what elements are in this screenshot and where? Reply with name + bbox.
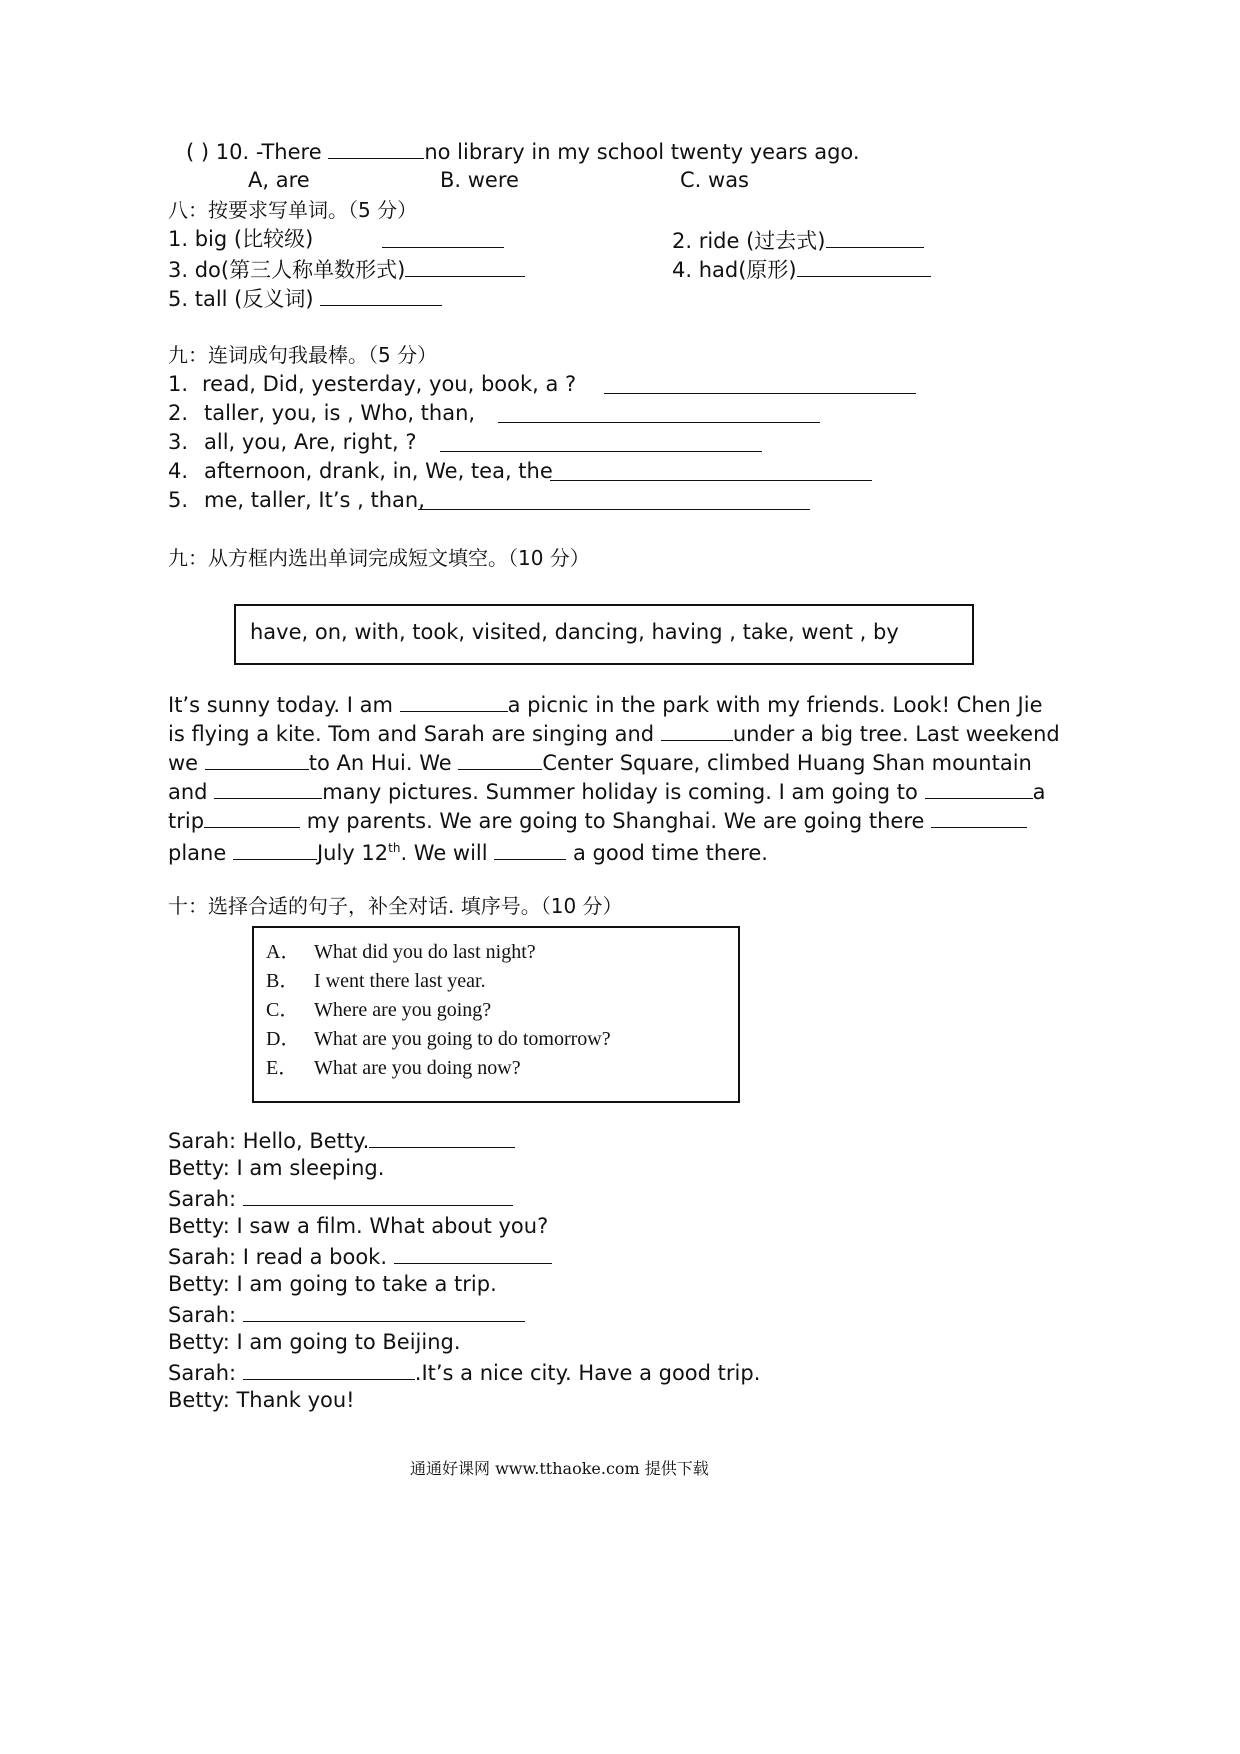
- passage-blank-6[interactable]: [925, 776, 1033, 799]
- option-text: What are you doing now?: [314, 1057, 521, 1079]
- option-letter: D．: [266, 1028, 301, 1050]
- q10-option-b: B. were: [440, 168, 519, 192]
- sec8-blank-5[interactable]: [320, 283, 442, 306]
- option-e: [266, 1054, 521, 1082]
- passage-line-2: [168, 718, 1060, 748]
- item-label: 5. tall (反义词): [168, 287, 314, 311]
- passage-line-4: [168, 776, 1045, 806]
- passage-blank-3[interactable]: [205, 747, 309, 770]
- passage-blank-1[interactable]: [400, 689, 508, 712]
- dialogue-text: Sarah:: [168, 1361, 237, 1385]
- dialogue-blank-4[interactable]: [243, 1299, 525, 1322]
- dialogue-line-4: Betty: I saw a film. What about you?: [168, 1214, 549, 1238]
- sec9a-item-num-1: 1.: [168, 372, 189, 396]
- option-b: [266, 967, 486, 995]
- passage-text: a good time there.: [572, 841, 768, 865]
- passage-line-5: [168, 805, 1027, 835]
- option-text: Where are you going?: [314, 999, 492, 1021]
- sec9a-item-text-2: taller, you, is , Who, than,: [204, 401, 476, 425]
- option-text: What are you going to do tomorrow?: [314, 1028, 611, 1050]
- dialogue-text: Sarah:: [168, 1187, 237, 1211]
- sec8-item-2: [672, 225, 924, 255]
- sec9a-answer-line-3[interactable]: [440, 429, 762, 452]
- dialogue-line-6: Betty: I am going to take a trip.: [168, 1272, 497, 1296]
- item-label: 4. had(原形): [672, 258, 797, 282]
- option-text: What did you do last night?: [314, 941, 536, 963]
- sec8-item-4: [672, 254, 931, 284]
- dialogue-text: Sarah: I read a book.: [168, 1245, 388, 1269]
- passage-text: a: [1032, 780, 1046, 804]
- passage-line-6: [168, 834, 768, 867]
- dialogue-line-9: [168, 1357, 760, 1387]
- option-d: [266, 1025, 611, 1053]
- passage-text: a picnic in the park with my friends. Look! Chen Jie: [507, 693, 1043, 717]
- passage-text: Center Square, climbed Huang Shan mountain: [542, 751, 1032, 775]
- sec9a-item-num-2: 2.: [168, 401, 189, 425]
- options-box: [252, 926, 740, 1103]
- section-8-title: 八：按要求写单词。（5 分）: [168, 198, 418, 222]
- option-letter: A．: [266, 941, 301, 963]
- page-footer: 通通好课网 www.tthaoke.com 提供下载: [410, 1459, 709, 1478]
- passage-text: . We will: [400, 841, 488, 865]
- dialogue-text: Sarah:: [168, 1303, 237, 1327]
- passage-line-1: [168, 689, 1043, 719]
- section-9a-title: 九：连词成句我最棒。（5 分）: [168, 343, 438, 367]
- sec8-blank-4[interactable]: [797, 254, 931, 277]
- sec8-blank-3[interactable]: [405, 254, 525, 277]
- sec9a-item-text-5: me, taller, It’s , than,: [204, 488, 425, 512]
- q10-line: [186, 136, 860, 166]
- passage-blank-4[interactable]: [458, 747, 542, 770]
- passage-text: July 12: [316, 841, 389, 865]
- sec8-item-1: [168, 225, 313, 253]
- dialogue-line-1: [168, 1125, 515, 1155]
- passage-text: we: [168, 751, 199, 775]
- passage-text: many pictures. Summer holiday is coming. I am going to: [322, 780, 918, 804]
- dialogue-text: Sarah: Hello, Betty.: [168, 1129, 370, 1153]
- sec9a-item-num-4: 4.: [168, 459, 189, 483]
- sec9a-item-text-4: afternoon, drank, in, We, tea, the: [204, 459, 553, 483]
- sec9a-answer-line-5[interactable]: [418, 487, 810, 510]
- sec8-blank-1[interactable]: [382, 225, 504, 248]
- q10-suffix: no library in my school twenty years ago.: [424, 140, 860, 164]
- dialogue-blank-1[interactable]: [369, 1125, 515, 1148]
- passage-text: plane: [168, 841, 227, 865]
- sec8-item-5: [168, 283, 442, 313]
- option-letter: B．: [266, 970, 300, 992]
- dialogue-line-7: [168, 1299, 525, 1329]
- section-10-title: 十：选择合适的句子，补全对话. 填序号。（10 分）: [168, 894, 623, 918]
- word-box: [234, 604, 974, 665]
- q10-option-c: C. was: [680, 168, 749, 192]
- dialogue-line-8: Betty: I am going to Beijing.: [168, 1330, 461, 1354]
- sec8-blank-2[interactable]: [826, 225, 924, 248]
- passage-blank-9[interactable]: [233, 837, 317, 860]
- passage-blank-8[interactable]: [931, 805, 1027, 828]
- item-label: 1. big (比较级): [168, 227, 314, 251]
- q10-prefix: 10. -There: [215, 140, 322, 164]
- passage-text: and: [168, 780, 208, 804]
- section-9b-title: 九：从方框内选出单词完成短文填空。（10 分）: [168, 546, 590, 570]
- option-letter: E．: [266, 1057, 299, 1079]
- option-a: [266, 938, 536, 966]
- passage-text: It’s sunny today. I am: [168, 693, 393, 717]
- sec9a-item-num-5: 5.: [168, 488, 189, 512]
- passage-line-3: [168, 747, 1032, 777]
- q10-option-a: A, are: [248, 168, 310, 192]
- sec9a-item-text-1: read, Did, yesterday, you, book, a ?: [202, 372, 577, 396]
- q10-blank[interactable]: [328, 136, 424, 159]
- sec9a-answer-line-1[interactable]: [604, 371, 916, 394]
- dialogue-blank-5[interactable]: [243, 1357, 415, 1380]
- sec9a-answer-line-2[interactable]: [498, 400, 820, 423]
- sec8-item-3: [168, 254, 525, 284]
- item-label: 2. ride (过去式): [672, 229, 826, 253]
- dialogue-line-5: [168, 1241, 552, 1271]
- ordinal-suffix: th: [388, 841, 401, 855]
- passage-blank-5[interactable]: [214, 776, 322, 799]
- passage-text: my parents. We are going to Shanghai. We are going there: [306, 809, 925, 833]
- dialogue-line-2: Betty: I am sleeping.: [168, 1156, 385, 1180]
- passage-blank-2[interactable]: [661, 718, 733, 741]
- passage-blank-7[interactable]: [204, 805, 300, 828]
- sec9a-answer-line-4[interactable]: [550, 458, 872, 481]
- dialogue-text: .It’s a nice city. Have a good trip.: [414, 1361, 761, 1385]
- option-c: [266, 996, 491, 1024]
- dialogue-blank-2[interactable]: [243, 1183, 513, 1206]
- answer-paren: ( ): [186, 140, 210, 164]
- passage-text: is flying a kite. Tom and Sarah are singing and: [168, 722, 655, 746]
- item-label: 3. do(第三人称单数形式): [168, 258, 406, 282]
- word-box-words: have, on, with, took, visited, dancing, having , take, went , by: [250, 620, 899, 644]
- dialogue-line-10: Betty: Thank you!: [168, 1388, 355, 1412]
- sec9a-item-text-3: all, you, Are, right, ?: [204, 430, 417, 454]
- dialogue-blank-3[interactable]: [394, 1241, 552, 1264]
- passage-text: under a big tree. Last weekend: [732, 722, 1060, 746]
- option-letter: C．: [266, 999, 300, 1021]
- sec9a-item-num-3: 3.: [168, 430, 189, 454]
- passage-text: to An Hui. We: [308, 751, 452, 775]
- passage-text: trip: [168, 809, 205, 833]
- passage-blank-10[interactable]: [494, 837, 566, 860]
- option-text: I went there last year.: [314, 970, 486, 992]
- dialogue-line-3: [168, 1183, 513, 1213]
